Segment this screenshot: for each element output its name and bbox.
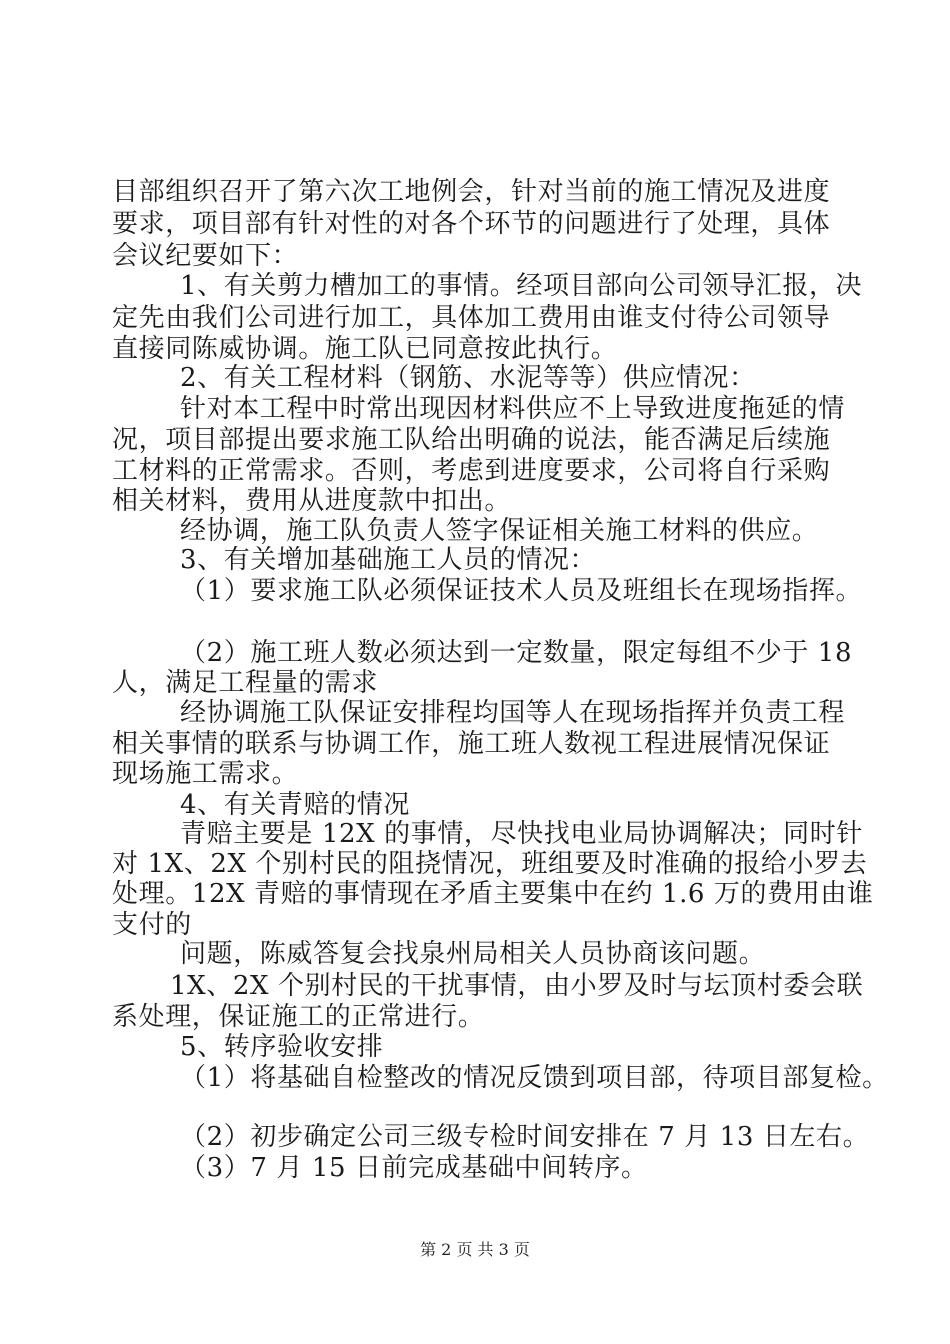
text-line: 经协调施工队保证安排程均国等人在现场指挥并负责工程 [180,698,846,728]
text-line: 1、有关剪力槽加工的事情。经项目部向公司领导汇报，决 [180,271,863,301]
text-line: 对 1X、2X 个别村民的阻挠情况，班组要及时准确的报给小罗去 [112,849,868,879]
text-line: 相关材料，费用从进度款中扣出。 [112,486,512,516]
text-line: 问题，陈威答复会找泉州局相关人员协商该问题。 [180,939,766,969]
text-line: （1）将基础自检整改的情况反馈到项目部，待项目部复检。 [180,1063,889,1093]
page-footer: 第 2 页 共 3 页 [420,1240,530,1259]
text-line: 经协调，施工队负责人签字保证相关施工材料的供应。 [180,516,819,546]
text-line: 系处理，保证施工的正常进行。 [112,1002,485,1032]
text-line: 相关事情的联系与协调工作，施工班人数视工程进展情况保证 [112,729,831,759]
text-line: （3）7 月 15 日前完成基础中间转序。 [180,1153,648,1183]
text-line: 支付的 [112,910,192,940]
text-line: （2）初步确定公司三级专检时间安排在 7 月 13 日左右。 [180,1122,870,1152]
text-line: 2、有关工程材料（钢筋、水泥等等）供应情况： [180,363,756,393]
text-line: （2）施工班人数必须达到一定数量，限定每组不少于 18 [180,638,853,668]
text-line: 处理。12X 青赔的事情现在矛盾主要集中在约 1.6 万的费用由谁 [112,879,874,909]
text-line: 人，满足工程量的需求 [112,668,379,698]
text-line: 5、转序验收安排 [180,1032,384,1062]
text-line: 青赔主要是 12X 的事情，尽快找电业局协调解决；同时针 [180,819,863,849]
text-line: 目部组织召开了第六次工地例会，针对当前的施工情况及进度 [112,177,831,207]
text-line: 现场施工需求。 [112,759,299,789]
text-line: 3、有关增加基础施工人员的情况： [180,545,597,575]
text-line: 定先由我们公司进行加工，具体加工费用由谁支付待公司领导 [112,303,831,333]
text-line: 会议纪要如下： [112,241,299,271]
text-line: 况，项目部提出要求施工队给出明确的说法，能否满足后续施 [112,425,831,455]
text-line: 要求，项目部有针对性的对各个环节的问题进行了处理，具体 [112,209,831,239]
text-line: （1）要求施工队必须保证技术人员及班组长在现场指挥。 [180,576,863,606]
text-line: 4、有关青赔的情况 [180,790,410,820]
text-line: 1X、2X 个别村民的干扰事情，由小罗及时与坛顶村委会联 [170,971,864,1001]
text-line: 针对本工程中时常出现因材料供应不上导致进度拖延的情 [180,394,846,424]
text-line: 工材料的正常需求。否则，考虑到进度要求，公司将自行采购 [112,456,831,486]
text-line: 直接同陈威协调。施工队已同意按此执行。 [112,334,618,364]
